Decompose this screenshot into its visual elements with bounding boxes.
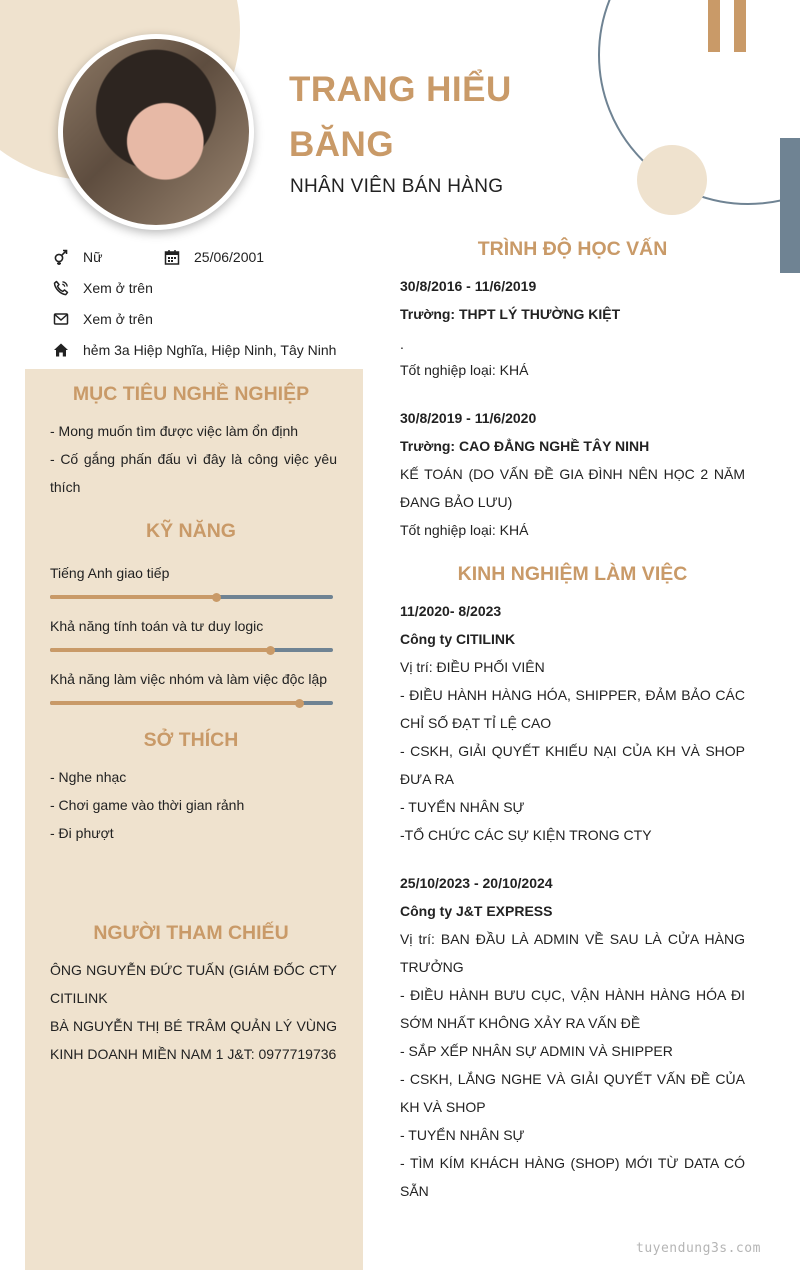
references-text [50, 956, 337, 1068]
decorative-bar [734, 0, 746, 52]
skill-label: Khả năng làm việc nhóm và làm việc độc lập [50, 671, 328, 687]
hobby-item: - Đi phượt [50, 825, 114, 841]
experience-period: 11/2020- 8/2023 [400, 603, 502, 619]
name-line: TRANG HIỂU [289, 70, 512, 109]
experience-duty: - CSKH, GIẢI QUYẾT KHIẾU NẠI CỦA KH VÀ SHOP ĐƯA RA [400, 743, 745, 787]
job-title: NHÂN VIÊN BÁN HÀNG [290, 176, 504, 197]
decorative-dot [637, 145, 707, 215]
watermark: tuyendung3s.com [636, 1241, 761, 1256]
skill-label: Tiếng Anh giao tiếp [50, 565, 170, 581]
experience-duty: - SẮP XẾP NHÂN SỰ ADMIN VÀ SHIPPER [400, 1043, 673, 1059]
gender-value: Nữ [83, 249, 103, 265]
experience-duty: - TUYỂN NHÂN SỰ [400, 1127, 525, 1143]
objective-line: - Cố gắng phấn đấu vì đây là công việc yêu thích [50, 451, 337, 495]
birthday-row [163, 245, 264, 269]
skill-bar [50, 595, 333, 599]
education-period: 30/8/2019 - 11/6/2020 [400, 410, 537, 426]
skill-bar [50, 701, 333, 705]
experience-company: Công ty CITILINK [400, 631, 516, 647]
education-note: . [400, 336, 404, 352]
profile-photo [63, 39, 249, 225]
experience-duty: -TỔ CHỨC CÁC SỰ KIỆN TRONG CTY [400, 827, 652, 843]
home-icon [52, 341, 70, 359]
avatar [58, 34, 254, 230]
education-grade: Tốt nghiệp loại: KHÁ [400, 362, 529, 378]
gender-icon [52, 248, 70, 266]
objective-title: MỤC TIÊU NGHỀ NGHIỆP [72, 383, 310, 405]
skill-bar-knob [266, 646, 275, 655]
education-period: 30/8/2016 - 11/6/2019 [400, 278, 537, 294]
references-title: NGƯỜI THAM CHIẾU [93, 922, 289, 944]
hobbies-list [50, 763, 337, 847]
name-line: BĂNG [289, 125, 395, 164]
experience-period: 25/10/2023 - 20/10/2024 [400, 875, 553, 891]
email-value: Xem ở trên [83, 311, 153, 327]
objective-text [50, 417, 337, 501]
experience-title: KINH NGHIỆM LÀM VIỆC [457, 563, 688, 585]
calendar-icon [163, 248, 181, 266]
education-school: Trường: THPT LÝ THƯỜNG KIỆT [400, 306, 621, 322]
reference-line: ÔNG NGUYỄN ĐỨC TUẤN (GIÁM ĐỐC CTY CITILINK [50, 962, 337, 1006]
education-school: Trường: CAO ĐẲNG NGHỀ TÂY NINH [400, 438, 650, 454]
phone-row [52, 276, 153, 300]
skill-bar [50, 648, 333, 652]
skill-bar-fill [50, 595, 217, 599]
education-title: TRÌNH ĐỘ HỌC VẤN [477, 238, 668, 260]
phone-icon [52, 279, 70, 297]
skills-title: KỸ NĂNG [146, 520, 236, 542]
education-grade: Tốt nghiệp loại: KHÁ [400, 522, 529, 538]
decorative-bar [708, 0, 720, 52]
hobbies-title: SỞ THÍCH [143, 729, 239, 751]
address-row [52, 338, 336, 362]
experience-duty: - TÌM KÍM KHÁCH HÀNG (SHOP) MỚI TỪ DATA CÓ SẴN [400, 1155, 745, 1199]
skill-bar-knob [295, 699, 304, 708]
hobby-item: - Chơi game vào thời gian rảnh [50, 797, 245, 813]
candidate-name [289, 62, 589, 172]
experience-duty: - TUYỂN NHÂN SỰ [400, 799, 525, 815]
experience-position: Vị trí: ĐIỀU PHỐI VIÊN [400, 659, 545, 675]
address-value: hẻm 3a Hiệp Nghĩa, Hiệp Ninh, Tây Ninh [83, 342, 337, 358]
experience-position: Vị trí: BAN ĐẦU LÀ ADMIN VỀ SAU LÀ CỬA HÀNG TRƯỞNG [400, 931, 745, 975]
education-note: KẾ TOÁN (DO VẤN ĐỀ GIA ĐÌNH NÊN HỌC 2 NĂM ĐANG BẢO LƯU) [400, 466, 745, 510]
experience-duty: - CSKH, LẮNG NGHE VÀ GIẢI QUYẾT VẤN ĐỀ CỦA KH VÀ SHOP [400, 1071, 745, 1115]
experience-company: Công ty J&T EXPRESS [400, 903, 553, 919]
gender-row [52, 245, 102, 269]
email-row [52, 307, 153, 331]
hobby-item: - Nghe nhạc [50, 769, 127, 785]
skill-bar-knob [212, 593, 221, 602]
email-icon [52, 310, 70, 328]
reference-line: BÀ NGUYỄN THỊ BÉ TRÂM QUẢN LÝ VÙNG KINH DOANH MIỀN NAM 1 J&T: 0977719736 [50, 1018, 337, 1062]
skill-bar-fill [50, 648, 271, 652]
skill-label: Khả năng tính toán và tư duy logic [50, 618, 264, 634]
phone-value: Xem ở trên [83, 280, 153, 296]
experience-duty: - ĐIỀU HÀNH HÀNG HÓA, SHIPPER, ĐẢM BẢO CÁC CHỈ SỐ ĐẠT TỈ LỆ CAO [400, 687, 745, 731]
experience-duty: - ĐIỀU HÀNH BƯU CỤC, VẬN HÀNH HÀNG HÓA ĐI SỚM NHẤT KHÔNG XẢY RA VẤN ĐỀ [400, 987, 745, 1031]
birthday-value: 25/06/2001 [194, 249, 265, 265]
decorative-side-bar [780, 138, 800, 273]
skill-bar-fill [50, 701, 299, 705]
objective-line: - Mong muốn tìm được việc làm ổn định [50, 423, 299, 439]
